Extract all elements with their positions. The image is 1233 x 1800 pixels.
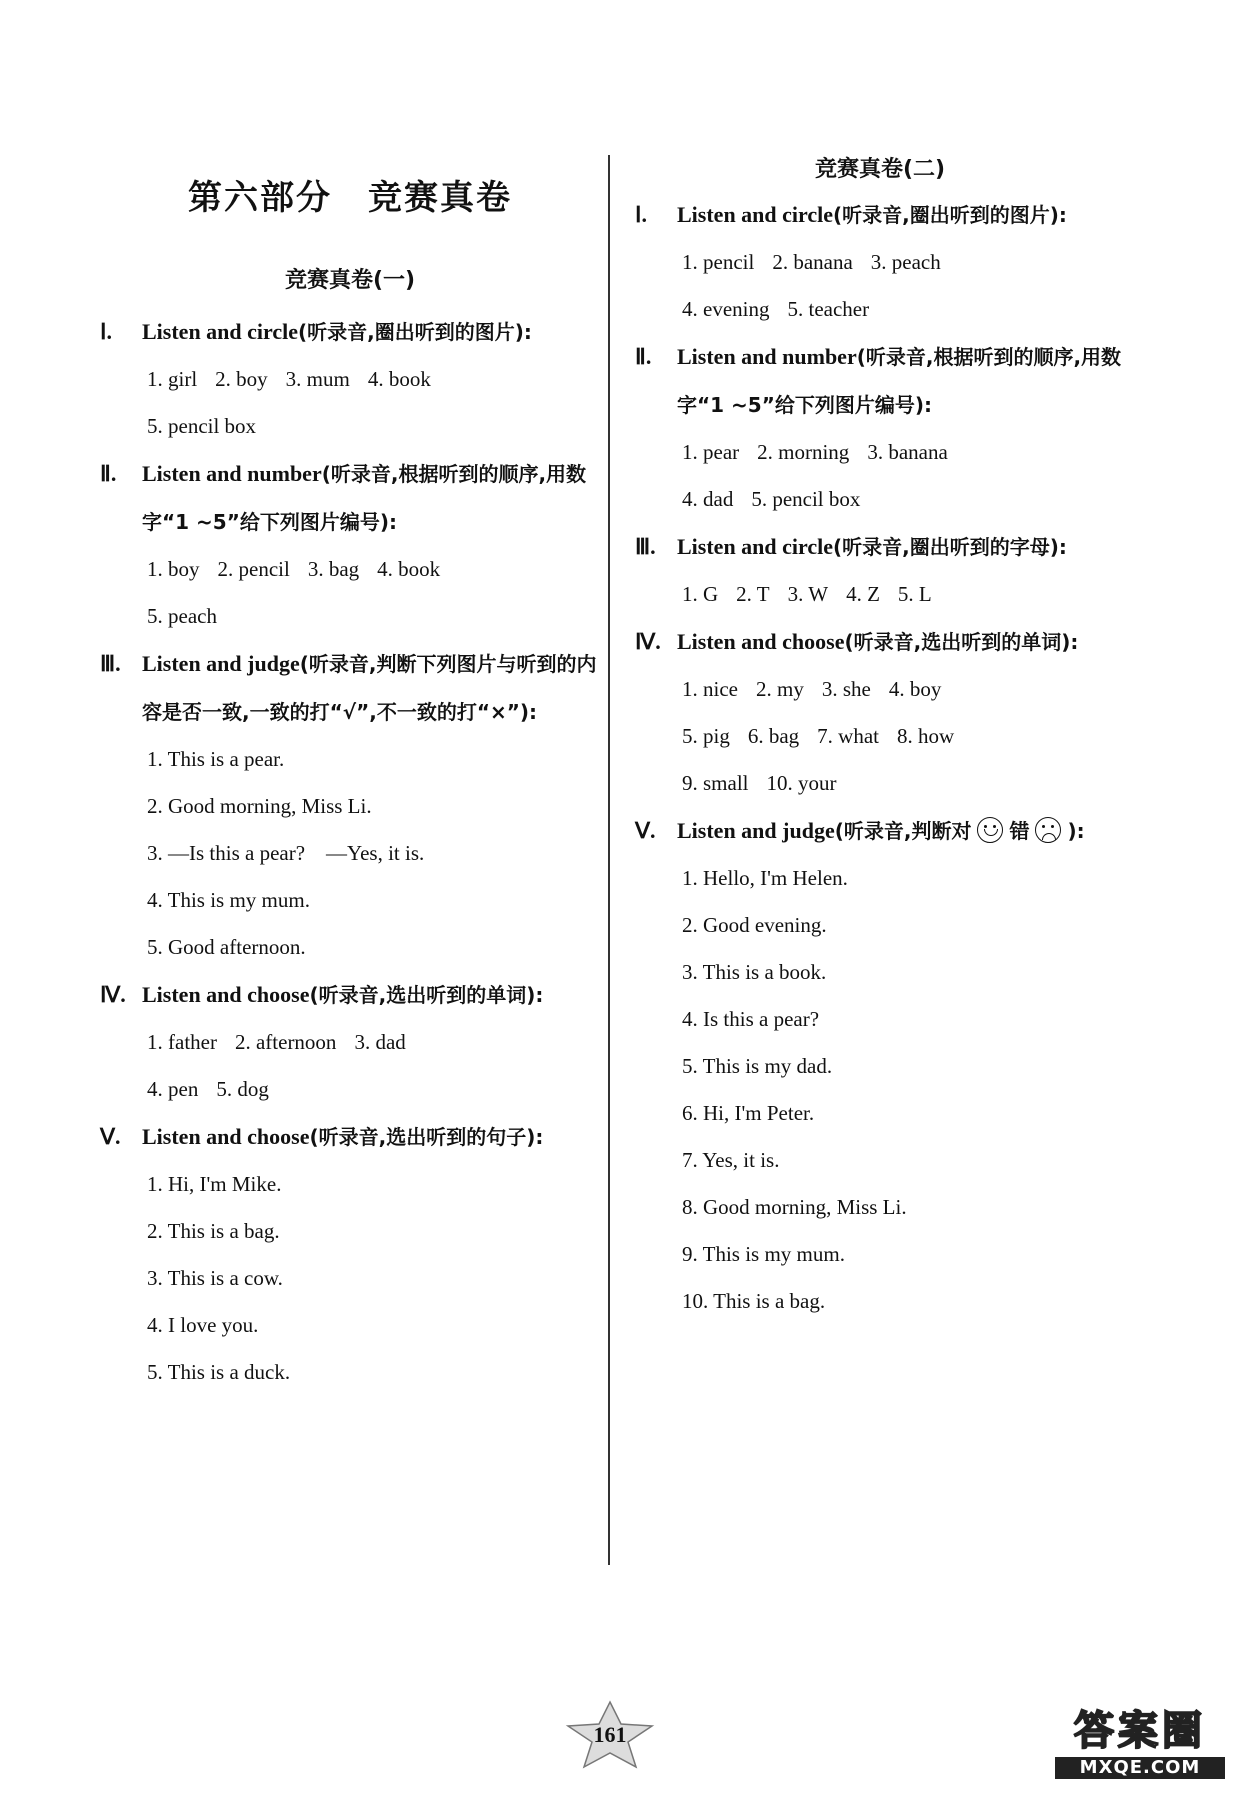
answer-row [682,902,1125,949]
answer-item: 1. father [147,1030,217,1054]
section-instruction [142,1113,600,1161]
instruction-en: Listen and circle [142,319,299,344]
answer-item: 2. This is a bag. [147,1219,280,1243]
answer-row [147,1066,600,1113]
answer-list [635,239,1125,333]
question-section [100,1113,600,1396]
instruction-en: Listen and judge [677,818,835,843]
sad-face-icon [1035,817,1061,843]
section-number: Ⅱ. [635,344,652,369]
answer-row [147,1255,600,1302]
answer-item: 2. Good evening. [682,913,827,937]
instruction-zh: 错 [1009,819,1030,843]
question-section [635,333,1125,523]
section-number: Ⅴ. [100,1124,121,1149]
answer-row [682,666,1125,713]
answer-list [100,356,600,450]
watermark-top: 答案圈 [1074,1708,1206,1754]
answer-list [100,546,600,640]
instruction-zh: ): [1067,819,1085,843]
answer-row [682,996,1125,1043]
section-instruction [677,191,1125,239]
answer-row [682,1278,1125,1325]
watermark-bottom: MXQE.COM [1055,1757,1225,1779]
question-section [100,308,600,450]
answer-list [635,429,1125,523]
answer-item: 5. dog [216,1077,269,1101]
answer-row [682,476,1125,523]
section-heading [100,640,600,736]
question-section [635,807,1125,1325]
answer-row [147,924,600,971]
answer-item: 10. your [766,771,837,795]
answer-item: 3. dad [354,1030,406,1054]
column-divider [608,155,610,1565]
instruction-en: Listen and choose [677,629,845,654]
section-heading [635,191,1125,239]
answer-item: 3. This is a cow. [147,1266,283,1290]
left-column [100,140,600,1396]
paper-1-body [100,308,600,1396]
instruction-zh: (听录音,圈出听到的图片): [833,203,1067,227]
answer-item: 4. pen [147,1077,199,1101]
answer-list [100,736,600,971]
section-instruction [677,807,1125,855]
instruction-en: Listen and number [677,344,857,369]
section-heading [100,308,600,356]
answer-item: 10. This is a bag. [682,1289,826,1313]
section-number: Ⅳ. [100,982,126,1007]
answer-item: 3. mum [285,367,350,391]
answer-item: 7. Yes, it is. [682,1148,780,1172]
answer-row [147,1349,600,1396]
answer-item: 5. pencil box [147,414,257,438]
answer-list [635,571,1125,618]
answer-item: 2. T [736,582,770,606]
question-section [635,191,1125,333]
answer-list [100,1161,600,1396]
answer-row [147,356,600,403]
paper-2-title: 竞赛真卷(二) [814,157,946,182]
answer-item: 5. Good afternoon. [147,935,306,959]
answer-row [147,1302,600,1349]
instruction-en: Listen and judge [142,651,300,676]
answer-item: 4. book [367,367,431,391]
instruction-zh: (听录音,选出听到的单词): [309,983,544,1007]
answer-row [682,1231,1125,1278]
question-section [635,618,1125,807]
answer-row [147,1019,600,1066]
answer-item: 2. my [755,677,804,701]
answer-row [682,286,1125,333]
answer-item: 2. pencil [217,557,290,581]
answer-row [147,546,600,593]
answer-item: 5. peach [147,604,217,628]
answer-item: 1. girl [147,367,198,391]
answer-item: 4. book [377,557,441,581]
smiley-face-icon [977,817,1003,843]
answer-item: 2. banana [772,250,853,274]
section-number: Ⅰ. [635,202,647,227]
answer-row [682,1184,1125,1231]
answer-row [682,1043,1125,1090]
right-column [635,140,1125,1325]
section-instruction [142,971,600,1019]
answer-item: 9. This is my mum. [682,1242,845,1266]
section-heading [635,333,1125,429]
section-number: Ⅲ. [100,651,121,676]
answer-item: 3. —Is this a pear? —Yes, it is. [147,841,425,865]
page-number-badge [560,1700,660,1770]
answer-item: 5. pig [682,724,730,748]
question-section [100,971,600,1113]
answer-item: 4. Is this a pear? [682,1007,820,1031]
face-mouth [984,829,998,836]
answer-item: 7. what [817,724,879,748]
answer-item: 1. Hi, I'm Mike. [147,1172,282,1196]
answer-item: 4. This is my mum. [147,888,310,912]
page-title: 第六部分 竞赛真卷 [188,178,512,218]
section-heading [635,618,1125,666]
section-number: Ⅳ. [635,629,661,654]
answer-item: 4. boy [888,677,942,701]
answer-item: 1. pear [682,440,740,464]
answer-list [100,1019,600,1113]
answer-row [147,877,600,924]
answer-item: 2. afternoon [234,1030,337,1054]
instruction-zh: (听录音,选出听到的单词): [844,630,1079,654]
instruction-zh: (听录音,判断对 [834,819,972,843]
answer-row [147,1161,600,1208]
answer-row [147,1208,600,1255]
instruction-en: Listen and circle [677,534,834,559]
instruction-zh: (听录音,根据听到的顺序,用数字“1 ~5”给下列图片编号): [677,345,1122,417]
section-instruction [677,523,1125,571]
answer-item: 2. boy [215,367,268,391]
answer-row [682,1137,1125,1184]
answer-item: 2. Good morning, Miss Li. [147,794,372,818]
instruction-zh: (听录音,选出听到的句子): [309,1125,544,1149]
section-number: Ⅴ. [635,818,656,843]
answer-row [682,713,1125,760]
face-mouth [1042,833,1056,840]
answer-item: 5. This is my dad. [682,1054,833,1078]
answer-item: 9. small [682,771,749,795]
answer-item: 5. pencil box [751,487,861,511]
answer-list [635,666,1125,807]
instruction-zh: (听录音,圈出听到的字母): [833,535,1067,559]
section-instruction [677,618,1125,666]
instruction-en: Listen and choose [142,1124,310,1149]
answer-row [682,1090,1125,1137]
answer-row [682,760,1125,807]
instruction-zh: (听录音,圈出听到的图片): [298,320,532,344]
answer-row [147,403,600,450]
answer-item: 3. This is a book. [682,960,827,984]
answer-row [147,830,600,877]
section-instruction [142,308,600,356]
answer-item: 8. Good morning, Miss Li. [682,1195,907,1219]
answer-item: 5. This is a duck. [147,1360,291,1384]
section-heading [100,971,600,1019]
question-section [100,640,600,971]
section-number: Ⅱ. [100,461,117,486]
section-heading [635,807,1125,855]
answer-item: 4. Z [846,582,880,606]
answer-item: 3. banana [867,440,948,464]
answer-item: 1. nice [682,677,738,701]
section-heading [100,450,600,546]
answer-row [682,429,1125,476]
section-instruction [677,333,1125,429]
answer-item: 3. W [787,582,829,606]
section-number: Ⅰ. [100,319,112,344]
section-heading [635,523,1125,571]
answer-item: 8. how [897,724,955,748]
answer-row [682,571,1125,618]
question-section [100,450,600,640]
answer-item: 5. L [897,582,932,606]
section-instruction [142,640,600,736]
answer-list [635,855,1125,1325]
answer-item: 5. teacher [787,297,870,321]
instruction-zh: (听录音,判断下列图片与听到的内容是否一致,一致的打“√”,不一致的打“×”): [142,652,597,724]
question-section [635,523,1125,618]
answer-row [147,783,600,830]
answer-row [147,736,600,783]
watermark-logo [1055,1705,1225,1795]
answer-item: 2. morning [757,440,850,464]
answer-item: 1. This is a pear. [147,747,285,771]
answer-item: 4. I love you. [147,1313,259,1337]
paper-1-title: 竞赛真卷(一) [284,268,416,293]
answer-item: 1. Hello, I'm Helen. [682,866,848,890]
answer-item: 6. bag [747,724,800,748]
answer-item: 1. boy [147,557,200,581]
answer-row [682,855,1125,902]
instruction-en: Listen and circle [677,202,834,227]
instruction-en: Listen and number [142,461,322,486]
instruction-en: Listen and choose [142,982,310,1007]
answer-item: 6. Hi, I'm Peter. [682,1101,815,1125]
section-heading [100,1113,600,1161]
answer-row [147,593,600,640]
instruction-zh: (听录音,根据听到的顺序,用数字“1 ~5”给下列图片编号): [142,462,587,534]
answer-item: 3. peach [870,250,941,274]
answer-item: 1. pencil [682,250,755,274]
answer-item: 1. G [682,582,719,606]
answer-item: 4. evening [682,297,770,321]
answer-item: 3. she [821,677,871,701]
answer-item: 3. bag [307,557,360,581]
section-number: Ⅲ. [635,534,656,559]
page-number: 161 [593,1722,627,1747]
section-instruction [142,450,600,546]
answer-item: 4. dad [682,487,734,511]
answer-row [682,949,1125,996]
answer-row [682,239,1125,286]
paper-2-body [635,191,1125,1325]
